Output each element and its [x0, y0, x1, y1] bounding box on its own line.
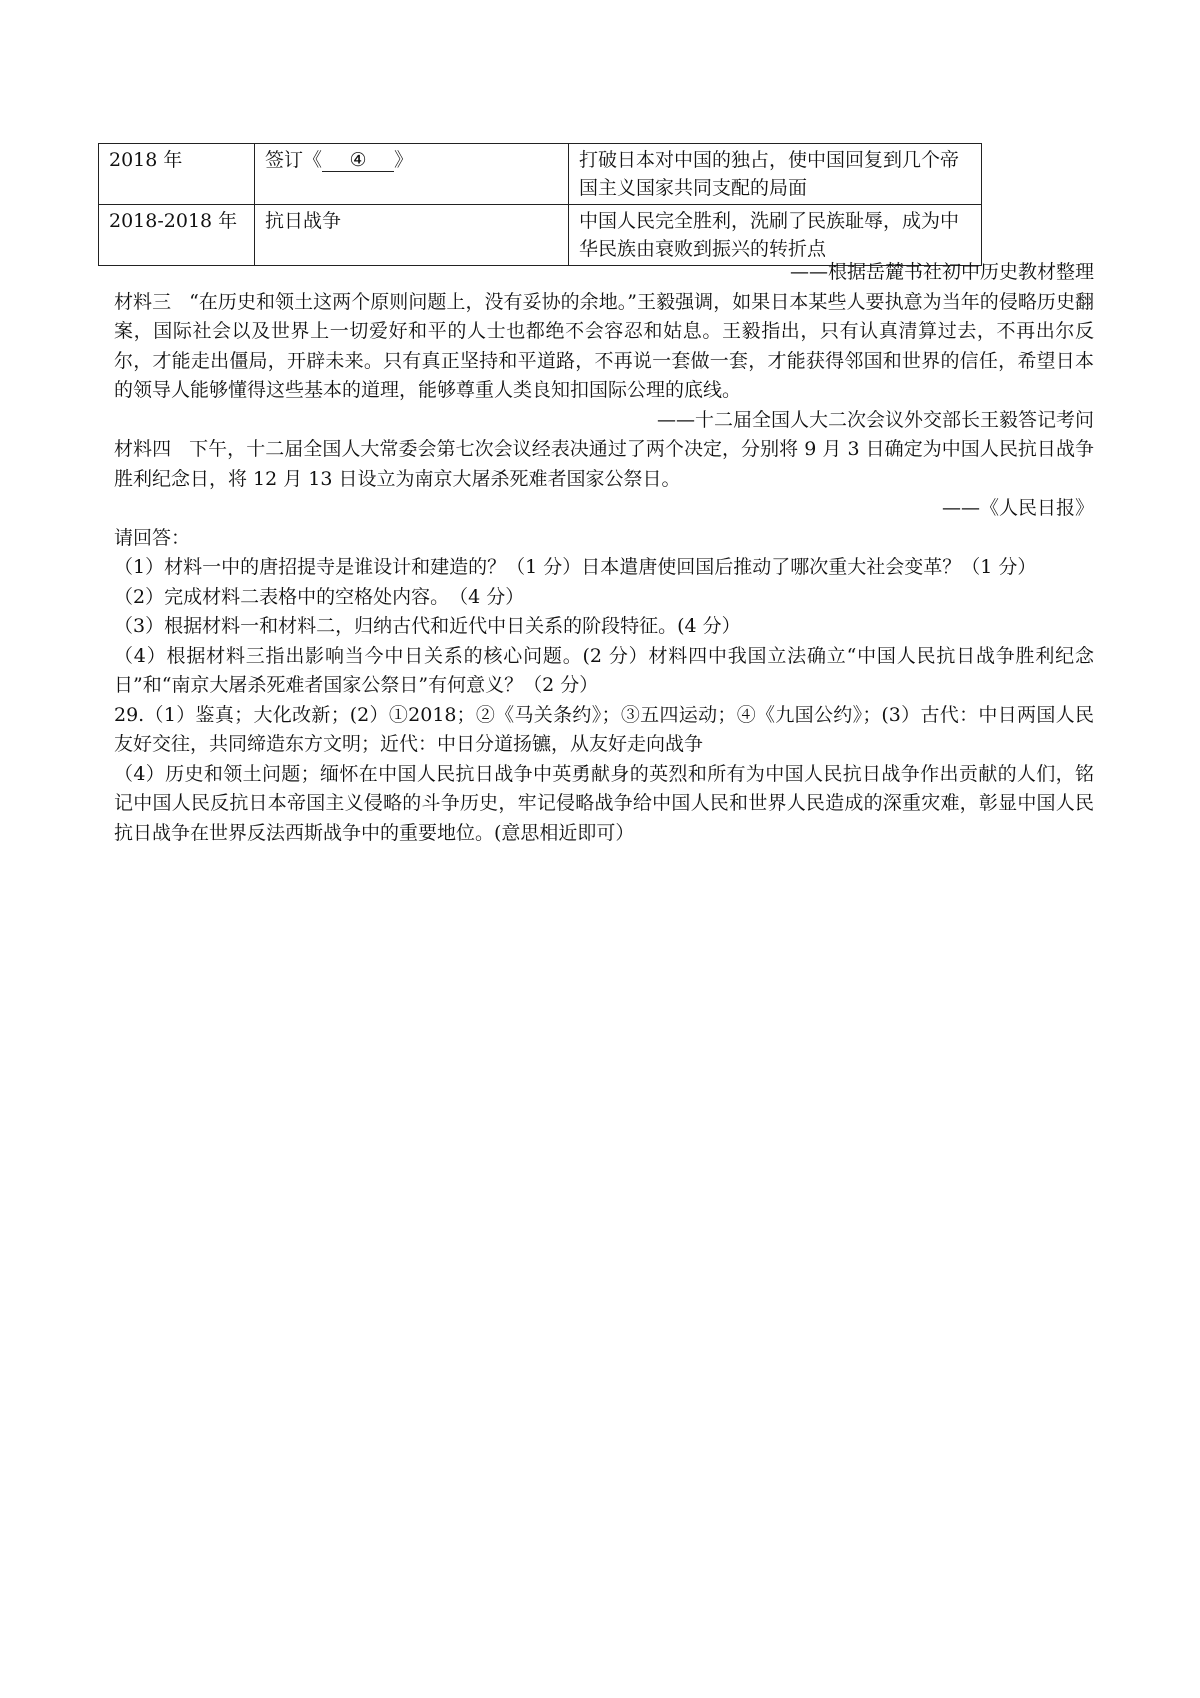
answer-item: 29.（1）鉴真；大化改新；(2）①2018；②《马关条约》；③五四运动；④《九国公约》；(3）古代：中日两国人民友好交往，共同缔造东方文明；近代：中日分道扬镳，从友好走向战争: [114, 703, 1094, 755]
question-item: （3）根据材料一和材料二，归纳古代和近代中日关系的阶段特征。(4 分）: [114, 615, 741, 637]
material-four-source: ——《人民日报》: [941, 497, 1094, 519]
events-table-container: [98, 143, 981, 266]
table-cell-event: [255, 144, 569, 205]
table-row: [99, 144, 982, 205]
event-suffix: 》: [394, 149, 414, 171]
table-cell-event: 抗日战争: [255, 205, 569, 266]
table-cell-year: 2018-2018 年: [99, 205, 255, 266]
material-three-label: 材料三: [114, 290, 172, 313]
table-source: ——根据岳麓书社初中历史教材整理: [789, 261, 1094, 283]
fill-in-blank: ④: [322, 149, 394, 172]
answer-item: （4）历史和领土问题；缅怀在中国人民抗日战争中英勇献身的英烈和所有为中国人民抗日战争作出贡献的人们，铭记中国人民反抗日本帝国主义侵略的斗争历史，牢记侵略战争给中国人民和世界人民造成的深重灾难，彰显中国人民抗日战争在世界反法西斯战争中的重要地位。(意思相近即可）: [114, 762, 1094, 844]
table-row: [99, 205, 982, 266]
material-three-source: ——十二届全国人大二次会议外交部长王毅答记考问: [656, 408, 1094, 431]
document-body: [114, 258, 1094, 848]
question-item: （4）根据材料三指出影响当今中日关系的核心问题。(2 分）材料四中我国立法确立“中国人民抗日战争胜利纪念日”和“南京大屠杀死难者国家公祭日”有何意义？（2 分）: [114, 644, 1094, 696]
table-cell-impact: 打破日本对中国的独占，使中国回复到几个帝国主义国家共同支配的局面: [569, 144, 982, 205]
events-table: [98, 143, 982, 266]
event-prefix: 签订《: [265, 149, 323, 171]
table-cell-impact: 中国人民完全胜利，洗刷了民族耻辱，成为中华民族由衰败到振兴的转折点: [569, 205, 982, 266]
material-four-text: 下午，十二届全国人大常委会第七次会议经表决通过了两个决定，分别将 9 月 3 日确定为中国人民抗日战争胜利纪念日，将 12 月 13 日设立为南京大屠杀死难者国家公祭日。: [114, 438, 1094, 490]
question-item: （1）材料一中的唐招提寺是谁设计和建造的？（1 分）日本遣唐使回国后推动了哪次重大社会变革？（1 分）: [114, 556, 1037, 578]
questions-intro: 请回答：: [114, 526, 191, 549]
question-item: （2）完成材料二表格中的空格处内容。 （4 分）: [114, 585, 525, 608]
material-three-text: “在历史和领土这两个原则问题上，没有妥协的余地。”王毅强调，如果日本某些人要执意为当年的侵略历史翻案，国际社会以及世界上一切爱好和平的人士也都绝不会容忍和姑息。王毅指出，只有认真清算过去，不再出尔反尔，才能走出僵局，开辟未来。只有真正坚持和平道路，不再说一套做一套，才能获得邻国和世界的信任，希望日本的领导人能够懂得这些基本的道理，能够尊重人类良知扣国际公理的底线。: [114, 290, 1094, 401]
table-cell-year: 2018 年: [99, 144, 255, 205]
material-four: [114, 435, 1094, 494]
material-three: [114, 288, 1094, 406]
material-four-label: 材料四: [114, 438, 172, 460]
